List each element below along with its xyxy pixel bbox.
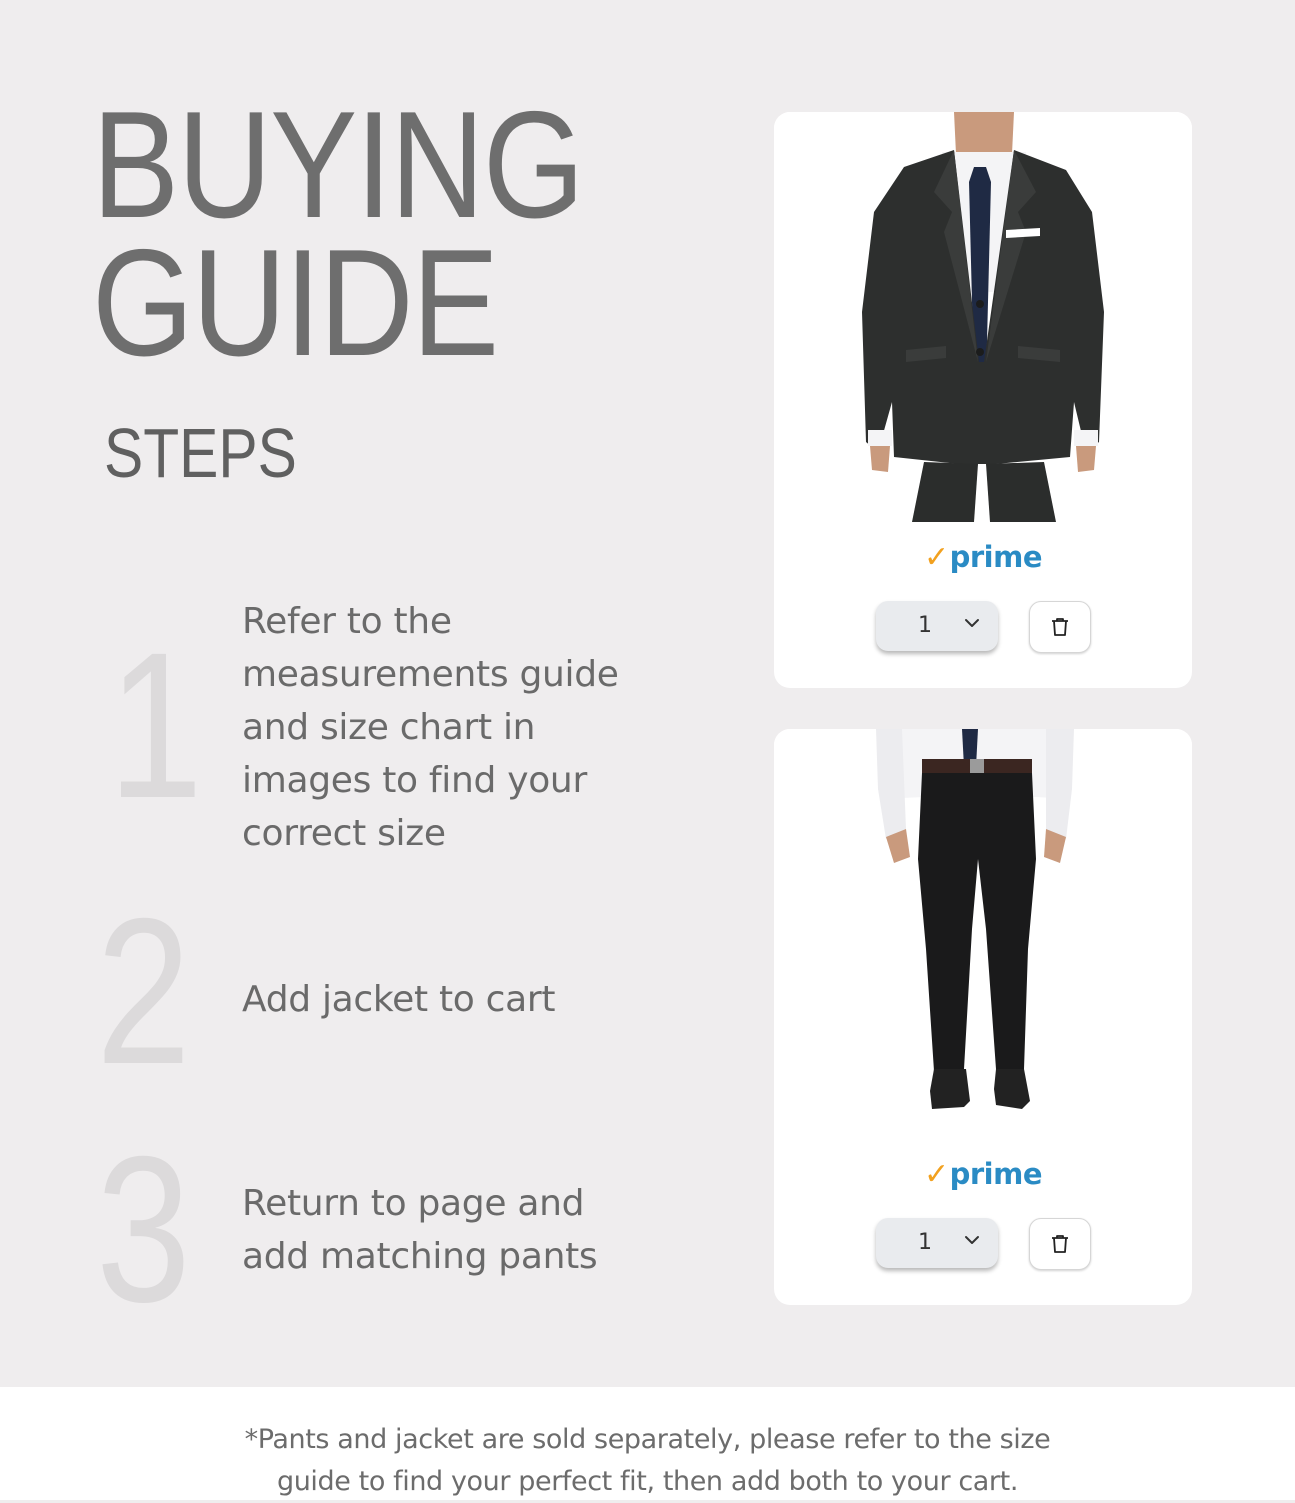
step-text-3: Return to page and add matching pants (242, 1183, 598, 1277)
quantity-select[interactable] (876, 1218, 998, 1268)
footer-note-line-1: *Pants and jacket are sold separately, please refer to the size (244, 1424, 1051, 1455)
jacket-product-card (774, 112, 1192, 688)
step-number-2: 2 (96, 876, 191, 1108)
prime-badge (774, 1157, 1192, 1192)
chevron-down-icon (964, 1235, 980, 1245)
prime-label: prime (949, 1157, 1043, 1191)
page-title (92, 80, 583, 388)
prime-check-icon: ✓ (923, 1157, 949, 1192)
pants-product-card (774, 729, 1192, 1305)
prime-label: prime (949, 540, 1043, 574)
chevron-down-icon (964, 618, 980, 628)
step-text-2: Add jacket to cart (242, 979, 556, 1020)
footer-note (0, 1419, 1295, 1503)
footer (0, 1387, 1295, 1500)
quantity-value: 1 (918, 613, 932, 638)
delete-button[interactable] (1029, 601, 1091, 653)
steps-heading: STEPS (104, 414, 297, 492)
footer-note-line-2: guide to find your perfect fit, then add both to your cart. (276, 1466, 1019, 1497)
quantity-value: 1 (918, 1230, 932, 1255)
prime-check-icon: ✓ (923, 540, 949, 575)
step-number-3: 3 (96, 1114, 191, 1346)
step-number-1: 1 (108, 610, 203, 842)
pants-model-image (774, 729, 1192, 1139)
prime-badge (774, 540, 1192, 575)
title-line-2: GUIDE (92, 218, 498, 388)
delete-button[interactable] (1029, 1218, 1091, 1270)
title-line-1: BUYING (92, 80, 583, 250)
quantity-select[interactable] (876, 601, 998, 651)
trash-icon (1051, 1234, 1069, 1254)
step-text-1: Refer to the measurements guide and size chart in images to find your correct size (242, 601, 619, 854)
trash-icon (1051, 617, 1069, 637)
jacket-model-image (774, 112, 1192, 522)
